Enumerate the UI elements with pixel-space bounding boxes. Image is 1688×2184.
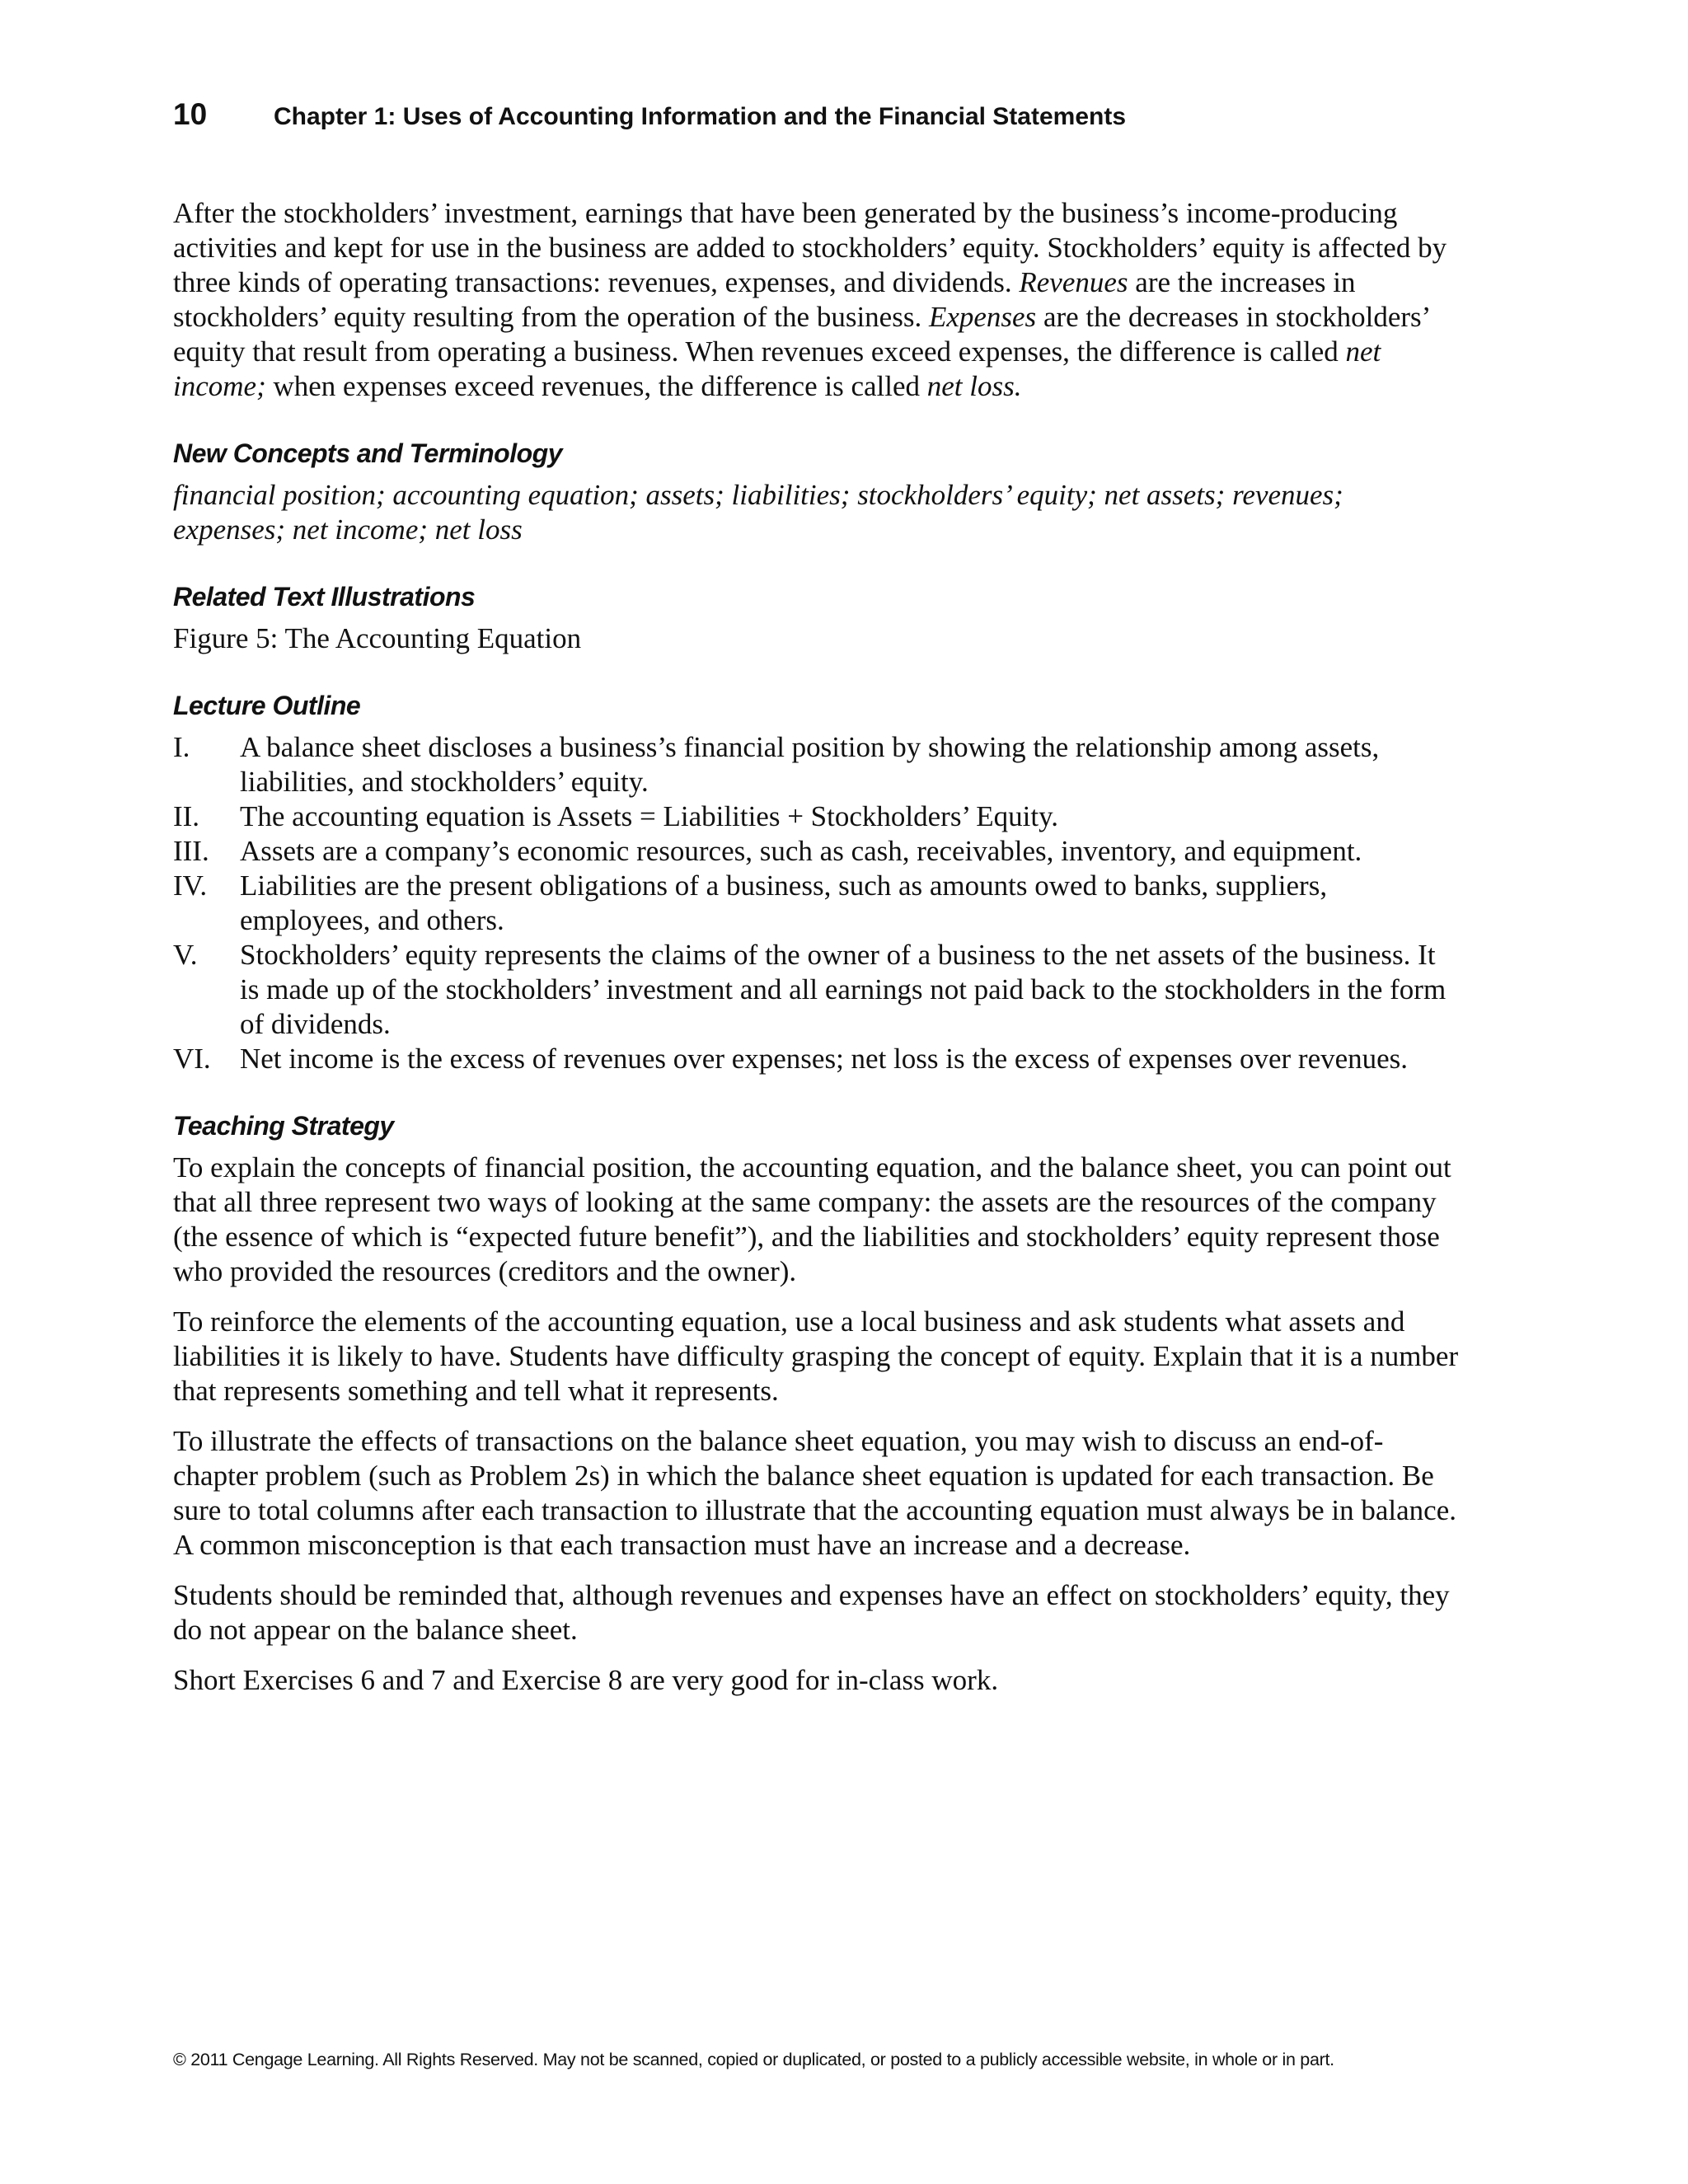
intro-text-4: when expenses exceed revenues, the difference is called <box>265 370 927 402</box>
outline-text: Stockholders’ equity represents the claims of the owner of a business to the net assets of the business. It is made up of the stockholders’ investment and all earnings not paid back to the stockholders in the form of dividends. <box>240 939 1447 1040</box>
outline-numeral: VI. <box>173 1043 211 1075</box>
chapter-title: Chapter 1: Uses of Accounting Information and the Financial Statements <box>274 103 1127 130</box>
related-illustrations-heading: Related Text Illustrations <box>173 582 476 612</box>
outline-text: Assets are a company’s economic resources, such as cash, receivables, inventory, and equipment. <box>240 835 1362 867</box>
outline-item <box>173 834 1459 869</box>
outline-item <box>173 938 1459 1042</box>
page-number: 10 <box>173 97 208 131</box>
outline-numeral: IV. <box>173 869 208 902</box>
related-illustrations-text: Figure 5: The Accounting Equation <box>173 622 582 654</box>
page-content <box>173 196 1459 1713</box>
lecture-outline-list <box>173 730 1459 1076</box>
intro-text-3: are the decreases in stockholders’ equity that result from operating a business. When revenues exceed expenses, the difference is called <box>173 301 1429 368</box>
lecture-outline-heading: Lecture Outline <box>173 691 361 720</box>
new-concepts-heading: New Concepts and Terminology <box>173 438 562 468</box>
outline-text: The accounting equation is Assets = Liabilities + Stockholders’ Equity. <box>240 800 1059 832</box>
net-income-term: net income; <box>173 335 1381 402</box>
strategy-paragraph: Short Exercises 6 and 7 and Exercise 8 are very good for in-class work. <box>173 1664 999 1696</box>
strategy-paragraph: To explain the concepts of financial position, the accounting equation, and the balance sheet, you can point out that all three represent two ways of looking at the same company: the assets are the resources of the company (the essence of which is “expected future benefit”), and the liabilities and stockholders’ equity represent those who provided the resources (creditors and the owner). <box>173 1151 1451 1287</box>
outline-item <box>173 869 1459 938</box>
revenues-term: Revenues <box>1019 266 1128 298</box>
outline-numeral: III. <box>173 835 209 867</box>
intro-paragraph <box>173 196 1459 404</box>
outline-text: Net income is the excess of revenues over expenses; net loss is the excess of expenses over revenues. <box>240 1043 1409 1075</box>
strategy-paragraph: Students should be reminded that, although revenues and expenses have an effect on stockholders’ equity, they do not appear on the balance sheet. <box>173 1579 1450 1646</box>
outline-numeral: II. <box>173 800 200 832</box>
strategy-paragraph: To reinforce the elements of the accounting equation, use a local business and ask students what assets and liabilities it is likely to have. Students have difficulty grasping the concept of equity. Explain that it is a number that represents something and tell what it represents. <box>173 1305 1459 1407</box>
outline-text: A balance sheet discloses a business’s financial position by showing the relationship among assets, liabilities, and stockholders’ equity. <box>240 731 1380 798</box>
intro-text-1: After the stockholders’ investment, earnings that have been generated by the business’s income-producing activities and kept for use in the business are added to stockholders’ equity. Stockholders’ equity is affected by three kinds of operating transactions: revenues, expenses, and dividends. <box>173 197 1447 298</box>
outline-text: Liabilities are the present obligations of a business, such as amounts owed to banks, suppliers, employees, and others. <box>240 869 1328 936</box>
outline-item <box>173 730 1459 799</box>
outline-item <box>173 799 1459 834</box>
new-concepts-terms: financial position; accounting equation; assets; liabilities; stockholders’ equity; net assets; revenues; expenses; net income; net loss <box>173 479 1343 546</box>
outline-numeral: I. <box>173 731 190 763</box>
intro-text-2: are the increases in stockholders’ equity resulting from the operation of the business. <box>173 266 1356 333</box>
outline-item <box>173 1042 1459 1076</box>
net-loss-term: net loss. <box>926 370 1022 402</box>
outline-numeral: V. <box>173 939 198 971</box>
teaching-strategy-heading: Teaching Strategy <box>173 1111 394 1141</box>
page-header <box>173 97 1525 132</box>
expenses-term: Expenses <box>928 301 1037 333</box>
strategy-paragraph: To illustrate the effects of transactions on the balance sheet equation, you may wish to discuss an end-of-chapter problem (such as Problem 2s) in which the balance sheet equation is updated for each transaction. Be sure to total columns after each transaction to illustrate that the accounting equation must always be in balance. A common misconception is that each transaction must have an increase and a decrease. <box>173 1425 1456 1561</box>
copyright-footer: © 2011 Cengage Learning. All Rights Reserved. May not be scanned, copied or duplicated, or posted to a publicly accessible website, in whole or in part. <box>173 2050 1334 2069</box>
